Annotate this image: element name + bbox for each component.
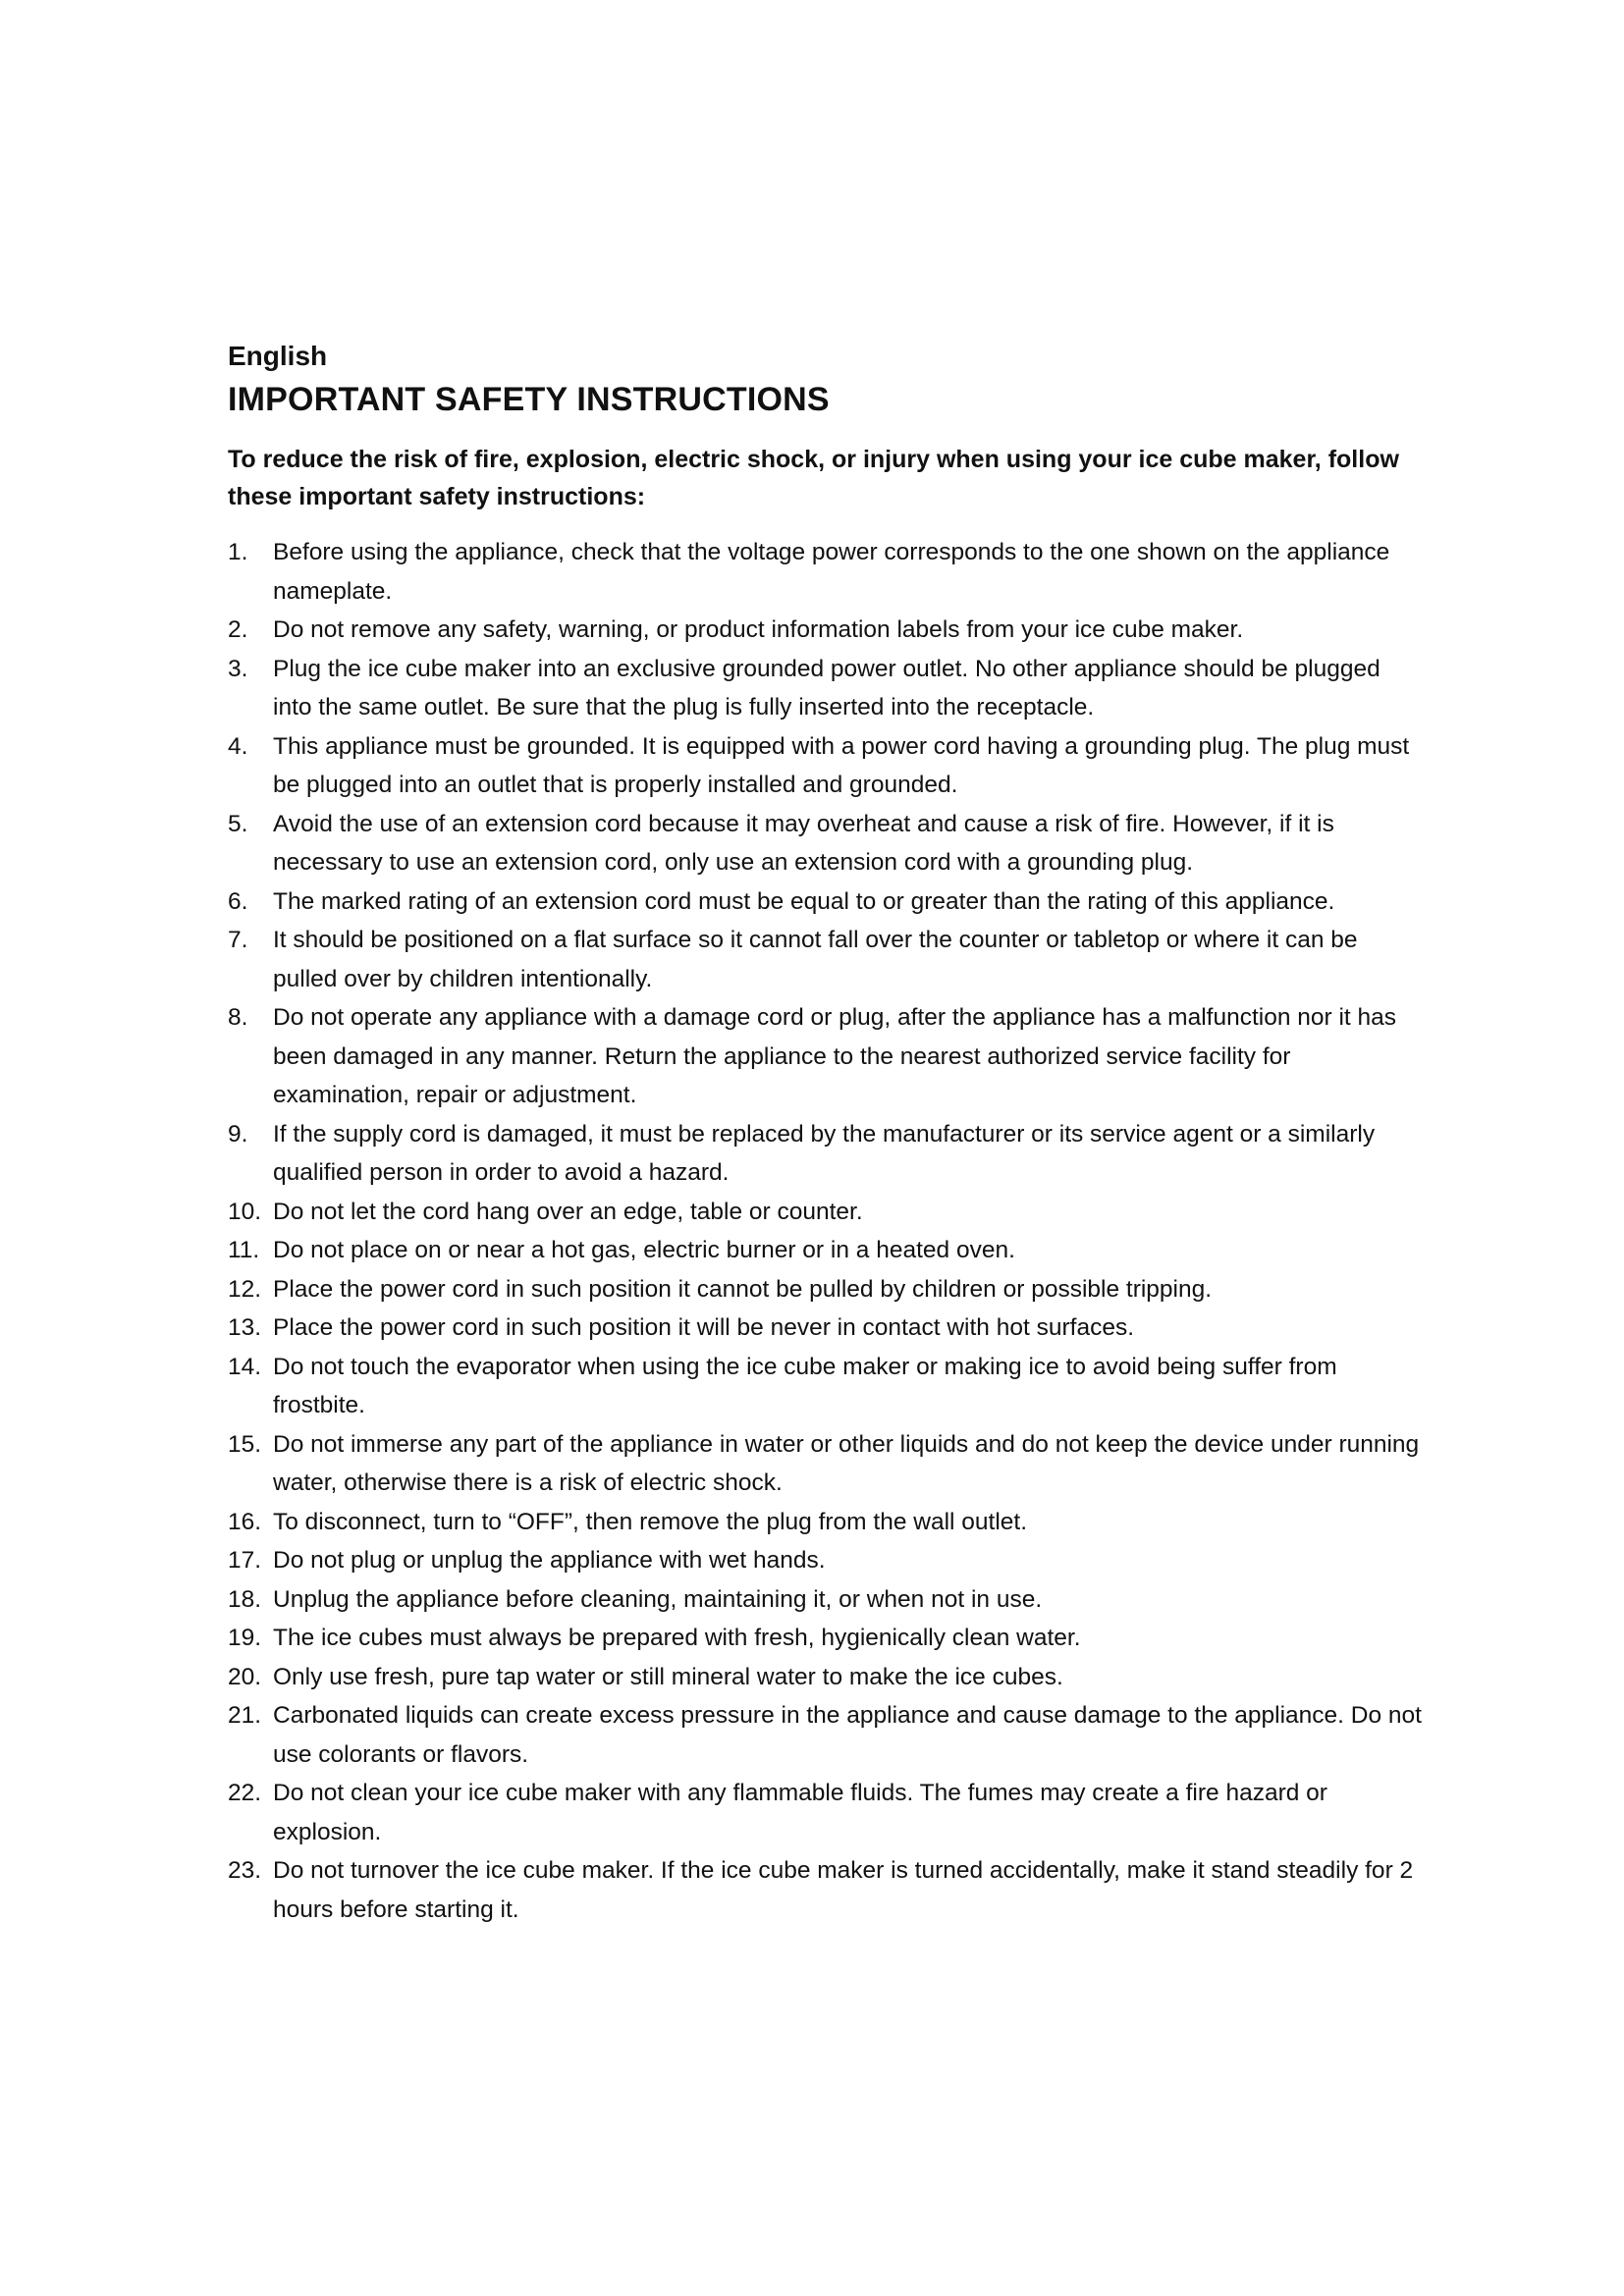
list-item-text: Place the power cord in such position it will be never in contact with hot surfaces. — [273, 1314, 1134, 1341]
list-item-number: 15. — [228, 1430, 262, 1458]
list-item-text: To disconnect, turn to “OFF”, then remove the plug from the wall outlet. — [273, 1508, 1028, 1535]
list-item — [228, 1193, 1426, 1232]
list-item-number: 2. — [228, 616, 248, 643]
list-item-number: 23. — [228, 1857, 262, 1884]
list-item-text: Place the power cord in such position it cannot be pulled by children or possible tripping. — [273, 1275, 1213, 1303]
list-item-text: Before using the appliance, check that the voltage power corresponds to the one shown on the appliance nameplate. — [273, 539, 1390, 605]
list-item-number: 17. — [228, 1547, 262, 1574]
list-item-text: Do not clean your ice cube maker with any flammable fluids. The fumes may create a fire hazard or explosion. — [273, 1780, 1327, 1845]
list-item — [228, 1308, 1426, 1348]
list-item-number: 8. — [228, 1004, 248, 1031]
list-item-number: 4. — [228, 732, 248, 760]
list-item-text: Do not plug or unplug the appliance with wet hands. — [273, 1547, 826, 1574]
list-item-text: Do not turnover the ice cube maker. If the ice cube maker is turned accidentally, make it stand steadily for 2 hours before starting it. — [273, 1857, 1414, 1923]
list-item — [228, 882, 1426, 922]
list-item — [228, 1541, 1426, 1580]
list-item — [228, 1658, 1426, 1697]
list-item-number: 16. — [228, 1508, 262, 1535]
list-item — [228, 1619, 1426, 1658]
list-item — [228, 533, 1426, 611]
list-item — [228, 650, 1426, 727]
list-item-number: 18. — [228, 1585, 262, 1613]
list-item-text: Do not operate any appliance with a damage cord or plug, after the appliance has a malfunction nor it has been damaged in any manner. Return the appliance to the nearest authorized service facility for examination, repair or adjustment. — [273, 1004, 1397, 1108]
list-item-number: 7. — [228, 927, 248, 953]
list-item-text: Avoid the use of an extension cord because it may overheat and cause a risk of fire. However, if it is necessary to use an extension cord, only use an extension cord with a grounding plug. — [273, 810, 1334, 876]
list-item-number: 22. — [228, 1780, 262, 1806]
list-item — [228, 1425, 1426, 1503]
list-item-number: 9. — [228, 1120, 248, 1148]
list-item-text: The marked rating of an extension cord must be equal to or greater than the rating of this appliance. — [273, 887, 1335, 915]
list-item — [228, 1503, 1426, 1542]
list-item-number: 10. — [228, 1198, 262, 1225]
list-item-text: If the supply cord is damaged, it must be replaced by the manufacturer or its service agent or a similarly qualified person in order to avoid a hazard. — [273, 1120, 1376, 1186]
list-item — [228, 1696, 1426, 1774]
list-item — [228, 1851, 1426, 1929]
list-item-number: 12. — [228, 1275, 262, 1303]
list-item — [228, 1580, 1426, 1620]
list-item-text: The ice cubes must always be prepared with fresh, hygienically clean water. — [273, 1625, 1081, 1651]
list-item — [228, 1231, 1426, 1270]
list-item-number: 19. — [228, 1625, 262, 1651]
list-item — [228, 727, 1426, 805]
list-item-number: 1. — [228, 539, 248, 565]
list-item — [228, 1774, 1426, 1851]
list-item-text: It should be positioned on a flat surface so it cannot fall over the counter or tabletop or where it can be pulled over by children intentionally. — [273, 927, 1358, 992]
document-content — [228, 337, 1426, 1929]
list-item — [228, 1270, 1426, 1309]
list-item-text: Do not let the cord hang over an edge, table or counter. — [273, 1198, 863, 1225]
list-item-number: 3. — [228, 655, 248, 682]
list-item-number: 11. — [228, 1237, 260, 1263]
language-heading: English — [228, 341, 328, 371]
list-item-text: Plug the ice cube maker into an exclusive grounded power outlet. No other appliance should be plugged into the same outlet. Be sure that the plug is fully inserted into the receptacle. — [273, 655, 1380, 721]
list-item — [228, 611, 1426, 650]
list-item-number: 5. — [228, 810, 248, 837]
list-item-text: This appliance must be grounded. It is equipped with a power cord having a grounding plug. The plug must be plugged into an outlet that is properly installed and grounded. — [273, 732, 1410, 798]
list-item-text: Do not place on or near a hot gas, electric burner or in a heated oven. — [273, 1237, 1015, 1263]
list-item-number: 20. — [228, 1663, 262, 1690]
list-item-text: Do not remove any safety, warning, or product information labels from your ice cube maker. — [273, 616, 1244, 643]
list-item-text: Only use fresh, pure tap water or still mineral water to make the ice cubes. — [273, 1663, 1063, 1690]
list-item — [228, 998, 1426, 1115]
list-item-text: Do not immerse any part of the appliance in water or other liquids and do not keep the device under running water, otherwise there is a risk of electric shock. — [273, 1430, 1420, 1496]
intro-paragraph: To reduce the risk of fire, explosion, electric shock, or injury when using your ice cube maker, follow these important safety instructions: — [228, 446, 1399, 510]
list-item-text: Unplug the appliance before cleaning, maintaining it, or when not in use. — [273, 1585, 1043, 1613]
list-item — [228, 1348, 1426, 1425]
list-item — [228, 805, 1426, 882]
safety-instructions-list — [228, 533, 1426, 1929]
list-item — [228, 1115, 1426, 1193]
list-item-number: 13. — [228, 1314, 262, 1341]
list-item-number: 21. — [228, 1702, 262, 1729]
list-item-text: Do not touch the evaporator when using the ice cube maker or making ice to avoid being suffer from frostbite. — [273, 1353, 1337, 1418]
list-item-text: Carbonated liquids can create excess pressure in the appliance and cause damage to the appliance. Do not use colorants or flavors. — [273, 1702, 1422, 1768]
list-item-number: 14. — [228, 1353, 262, 1380]
list-item-number: 6. — [228, 887, 248, 915]
page-title: IMPORTANT SAFETY INSTRUCTIONS — [228, 381, 830, 418]
list-item — [228, 921, 1426, 998]
